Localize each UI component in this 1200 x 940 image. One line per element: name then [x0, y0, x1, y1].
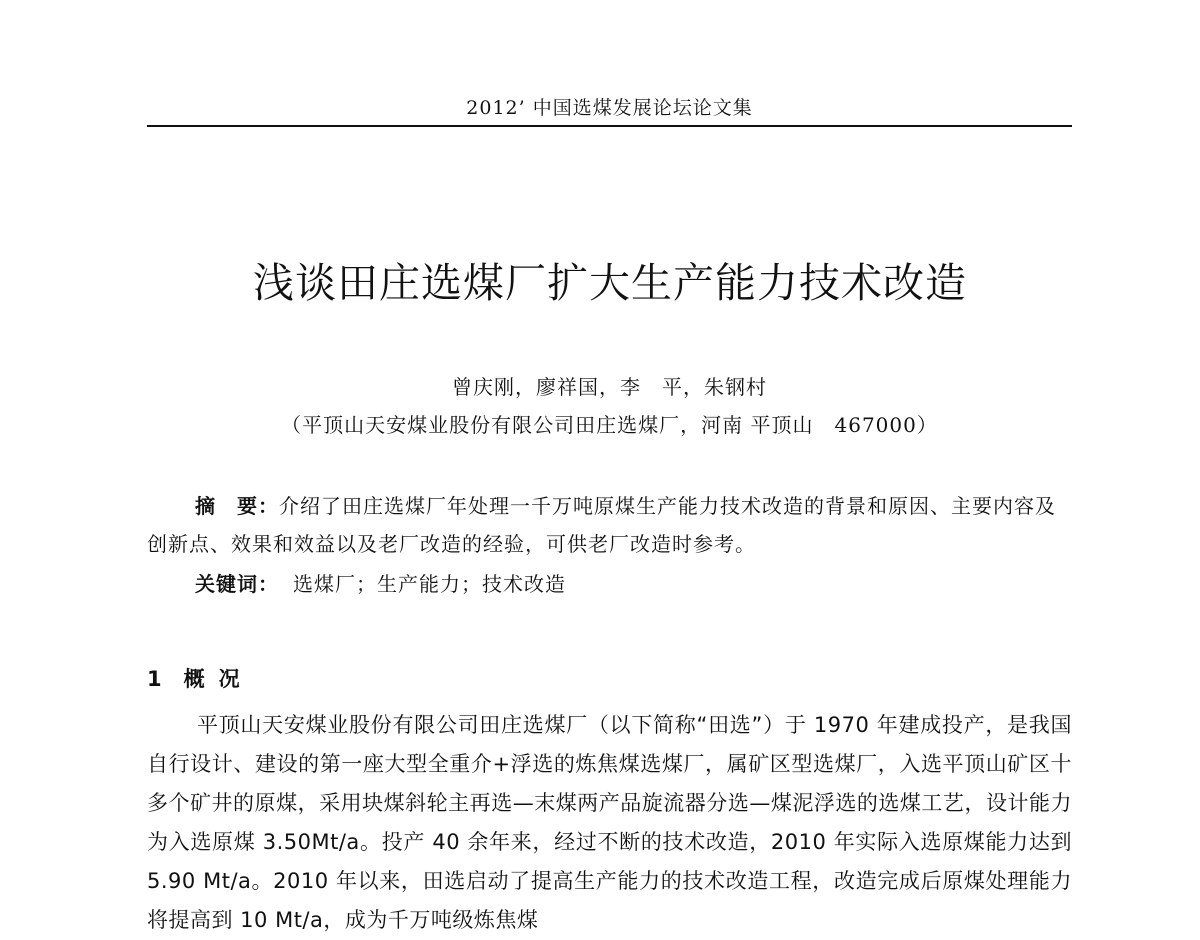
header-rule — [147, 125, 1072, 127]
paper-title: 浅谈田庄选煤厂扩大生产能力技术改造 — [253, 259, 967, 307]
section-title: 概况 — [183, 667, 254, 691]
authors: 曾庆刚，廖祥国，李 平，朱钢村 — [452, 375, 767, 399]
section-body: 平顶山天安煤业股份有限公司田庄选煤厂（以下简称“田选”）于 1970 年建成投产，是我国自行设计、建设的第一座大型全重介+浮选的炼焦煤选煤厂，属矿区型选煤厂，入选平顶山矿区十多个矿井的原煤，采用块煤斜轮主再选—末煤两产品旋流器分选—煤泥浮选的选煤工艺，设计能力为入选原煤 3.50Mt/a。投产 40 余年来，经过不断的技术改造，2010 年实际入选原煤能力达到 5.90 Mt/a。2010 年以来，田选启动了提高生产能力的技术改造工程，改造完成后原煤处理能力将提高到 10 Mt/a，成为千万吨级炼焦煤 — [147, 713, 1072, 932]
abstract-text: 介绍了田庄选煤厂年处理一千万吨原煤生产能力技术改造的背景和原因、主要内容及创新点、效果和效益以及老厂改造的经验，可供老厂改造时参考。 — [147, 494, 1056, 556]
keywords — [195, 568, 566, 597]
abstract-label: 摘 要： — [195, 494, 279, 518]
keywords-text: 选煤厂；生产能力；技术改造 — [293, 572, 566, 596]
section-heading — [147, 663, 254, 693]
keywords-label: 关键词： — [195, 572, 279, 596]
affiliation: （平顶山天安煤业股份有限公司田庄选煤厂，河南 平顶山 467000） — [281, 413, 938, 437]
running-header: 2012’ 中国选煤发展论坛论文集 — [466, 97, 753, 119]
section-number: 1 — [147, 667, 162, 691]
abstract — [147, 487, 1072, 563]
